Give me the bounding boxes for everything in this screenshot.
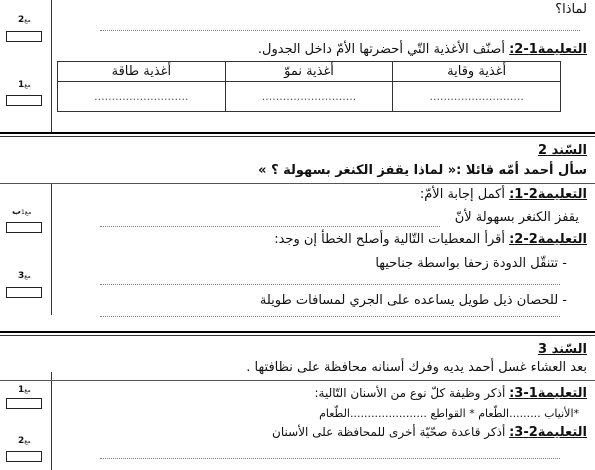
table-header-growth: أغذية نموّ <box>225 62 393 82</box>
divider <box>0 183 595 184</box>
grade-box[interactable] <box>6 95 42 106</box>
grade-label: 2مع <box>18 15 31 25</box>
instruction-1-2: التعليمة1-2: أصنّف الأغذية التّي أحضرتها الأمّ داخل الجدول. <box>257 42 587 57</box>
grade-box[interactable] <box>6 451 42 462</box>
section-3-heading: السّند 3 <box>538 342 587 357</box>
table-cell-answer[interactable]: ........................... <box>58 82 226 112</box>
margin-divider <box>51 183 52 315</box>
answer-line[interactable] <box>100 226 440 227</box>
food-table <box>57 61 561 112</box>
teeth-function-line[interactable]: *الأنياب .........الطّعام * القواطع ......................الطّعام <box>319 407 579 420</box>
answer-line[interactable] <box>100 284 560 285</box>
grade-label: مع1ب <box>12 207 32 217</box>
section-2-heading: السّند 2 <box>538 143 587 158</box>
grade-label: 1مع <box>18 80 31 90</box>
grade-label: 3مع <box>18 271 31 281</box>
grade-box[interactable] <box>6 287 42 298</box>
top-question: لماذا؟ <box>555 2 587 17</box>
grade-box[interactable] <box>6 398 42 409</box>
section-2-question: سأل أحمد أمّه قائلا :« لماذا يقفز الكنغر بسهولة ؟ » <box>258 163 587 178</box>
answer-line[interactable] <box>100 30 580 31</box>
margin-divider <box>51 372 52 470</box>
section-3-text: بعد العشاء غسل أحمد يديه وفرك أسنانه محافظة على نظافتها . <box>246 360 587 375</box>
margin-divider <box>51 0 52 132</box>
grade-box[interactable] <box>6 222 42 233</box>
answer-line[interactable] <box>100 458 560 459</box>
instruction-2-2: التعليمة2-2: أقرأ المعطيات التّالية وأصلح الخطأ إن وجد: <box>274 232 587 247</box>
grade-label: 1مع <box>18 385 31 395</box>
grade-label: 2مع <box>18 436 31 446</box>
table-cell-answer[interactable]: ........................... <box>393 82 561 112</box>
section-separator <box>0 335 595 336</box>
section-separator <box>0 331 595 333</box>
table-header-protection: أغذية وقاية <box>393 62 561 82</box>
instruction-3-2: التعليمة2-3: أذكر قاعدة صحّيّة أخرى للمحافظة على الأسنان <box>272 425 587 440</box>
grade-box[interactable] <box>6 31 42 42</box>
section-separator <box>0 132 595 134</box>
statement-item: - تتنقّل الدودة زحفا بواسطة جناحيها <box>375 256 567 271</box>
table-header-energy: أغذية طاقة <box>58 62 226 82</box>
statement-item: - للحصان ذيل طويل يساعده على الجري لمسافات طويلة <box>259 293 567 308</box>
table-cell-answer[interactable]: ........................... <box>225 82 393 112</box>
divider <box>0 380 595 381</box>
answer-prompt: يقفز الكنغر بسهولة لأنّ <box>454 210 579 225</box>
instruction-2-1: التعليمة2-1: أكمل إجابة الأمّ: <box>419 187 587 202</box>
answer-line[interactable] <box>100 316 560 317</box>
instruction-3-1: التعليمة1-3: أذكر وظيفة كلّ نوع من الأسنان التّالية: <box>314 386 587 401</box>
section-separator <box>0 136 595 137</box>
